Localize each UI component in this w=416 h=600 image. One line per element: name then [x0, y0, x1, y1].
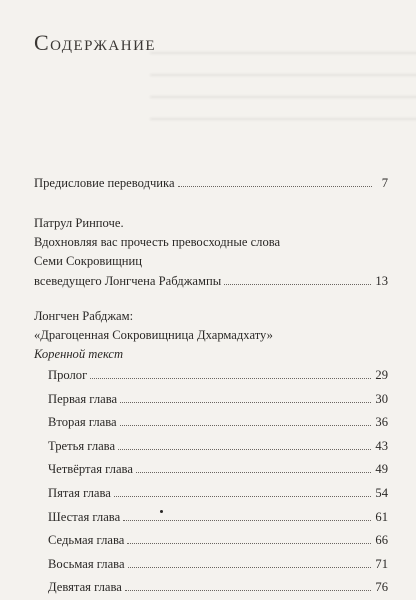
dot-leader — [123, 520, 371, 521]
toc-entry-label: Пятая глава — [48, 485, 111, 500]
toc-chapter-row — [34, 411, 388, 435]
toc-chapter-row — [34, 529, 388, 553]
toc-entry-label: Девятая глава — [48, 580, 122, 595]
toc-entry-label: Предисловие переводчика — [34, 176, 175, 190]
dot-leader — [125, 590, 372, 591]
toc-entry-title-line: «Драгоценная Сокровищница Дхармадхату» — [34, 328, 273, 342]
toc-page-number: 49 — [375, 462, 388, 477]
dot-leader — [118, 449, 371, 450]
chapter-list — [34, 364, 388, 600]
toc-page-number: 66 — [375, 533, 388, 548]
toc-page-number: 7 — [381, 176, 388, 190]
page-title: Содержание — [34, 30, 157, 55]
toc-chapter-row — [34, 506, 388, 530]
toc-entry-label: всеведущего Лонгчена Рабджампы — [34, 274, 222, 288]
toc-entry-label: Седьмая глава — [48, 533, 125, 548]
toc-chapter-row — [34, 458, 388, 482]
toc-page-number: 36 — [375, 415, 388, 430]
toc-chapter-row — [34, 482, 388, 506]
toc-page-number: 54 — [375, 485, 388, 500]
toc-chapter-row — [34, 576, 388, 600]
dot-leader — [128, 567, 372, 568]
dot-leader — [114, 496, 372, 497]
toc-entry-label: Четвёртая глава — [48, 462, 133, 477]
toc-entry-title-line: Вдохновляя вас прочесть превосходные слова — [34, 235, 281, 249]
toc-entry-label: Пролог — [48, 368, 88, 382]
toc-entry-longchen — [34, 307, 388, 364]
toc-page-number: 76 — [375, 580, 388, 595]
dot-leader — [120, 425, 372, 426]
toc-page-number: 13 — [375, 274, 388, 288]
dot-leader — [178, 186, 372, 187]
toc-section-heading: Коренной текст — [34, 347, 124, 361]
dot-leader — [120, 402, 371, 403]
toc-entry-preface — [34, 172, 388, 194]
toc-entry-label: Вторая глава — [48, 415, 117, 430]
toc-chapter-row — [34, 388, 388, 412]
toc-entry-title-line: Семи Сокровищниц — [34, 254, 143, 268]
dot-leader — [224, 284, 371, 285]
show-through-text — [150, 42, 416, 132]
table-of-contents — [34, 172, 388, 600]
toc-page-number: 71 — [375, 556, 388, 571]
toc-entry-label: Шестая глава — [48, 509, 121, 524]
toc-entry-label: Третья глава — [48, 438, 116, 453]
dot-leader — [136, 472, 372, 473]
toc-page-number: 43 — [375, 438, 388, 453]
toc-entry-label: Первая глава — [48, 391, 118, 406]
toc-chapter-row — [34, 435, 388, 459]
toc-page-number: 61 — [375, 509, 388, 524]
toc-page-number: 29 — [375, 368, 388, 382]
toc-page-number: 30 — [375, 391, 388, 406]
toc-entry-author: Лонгчен Рабджам: — [34, 309, 134, 323]
ink-speck — [160, 510, 163, 513]
toc-chapter-row — [34, 364, 388, 388]
toc-entry-label: Восьмая глава — [48, 556, 125, 571]
dot-leader — [90, 378, 371, 379]
dot-leader — [127, 543, 371, 544]
toc-entry-author: Патрул Ринпоче. — [34, 216, 124, 230]
toc-entry-patrul — [34, 214, 388, 291]
toc-chapter-row — [34, 553, 388, 577]
